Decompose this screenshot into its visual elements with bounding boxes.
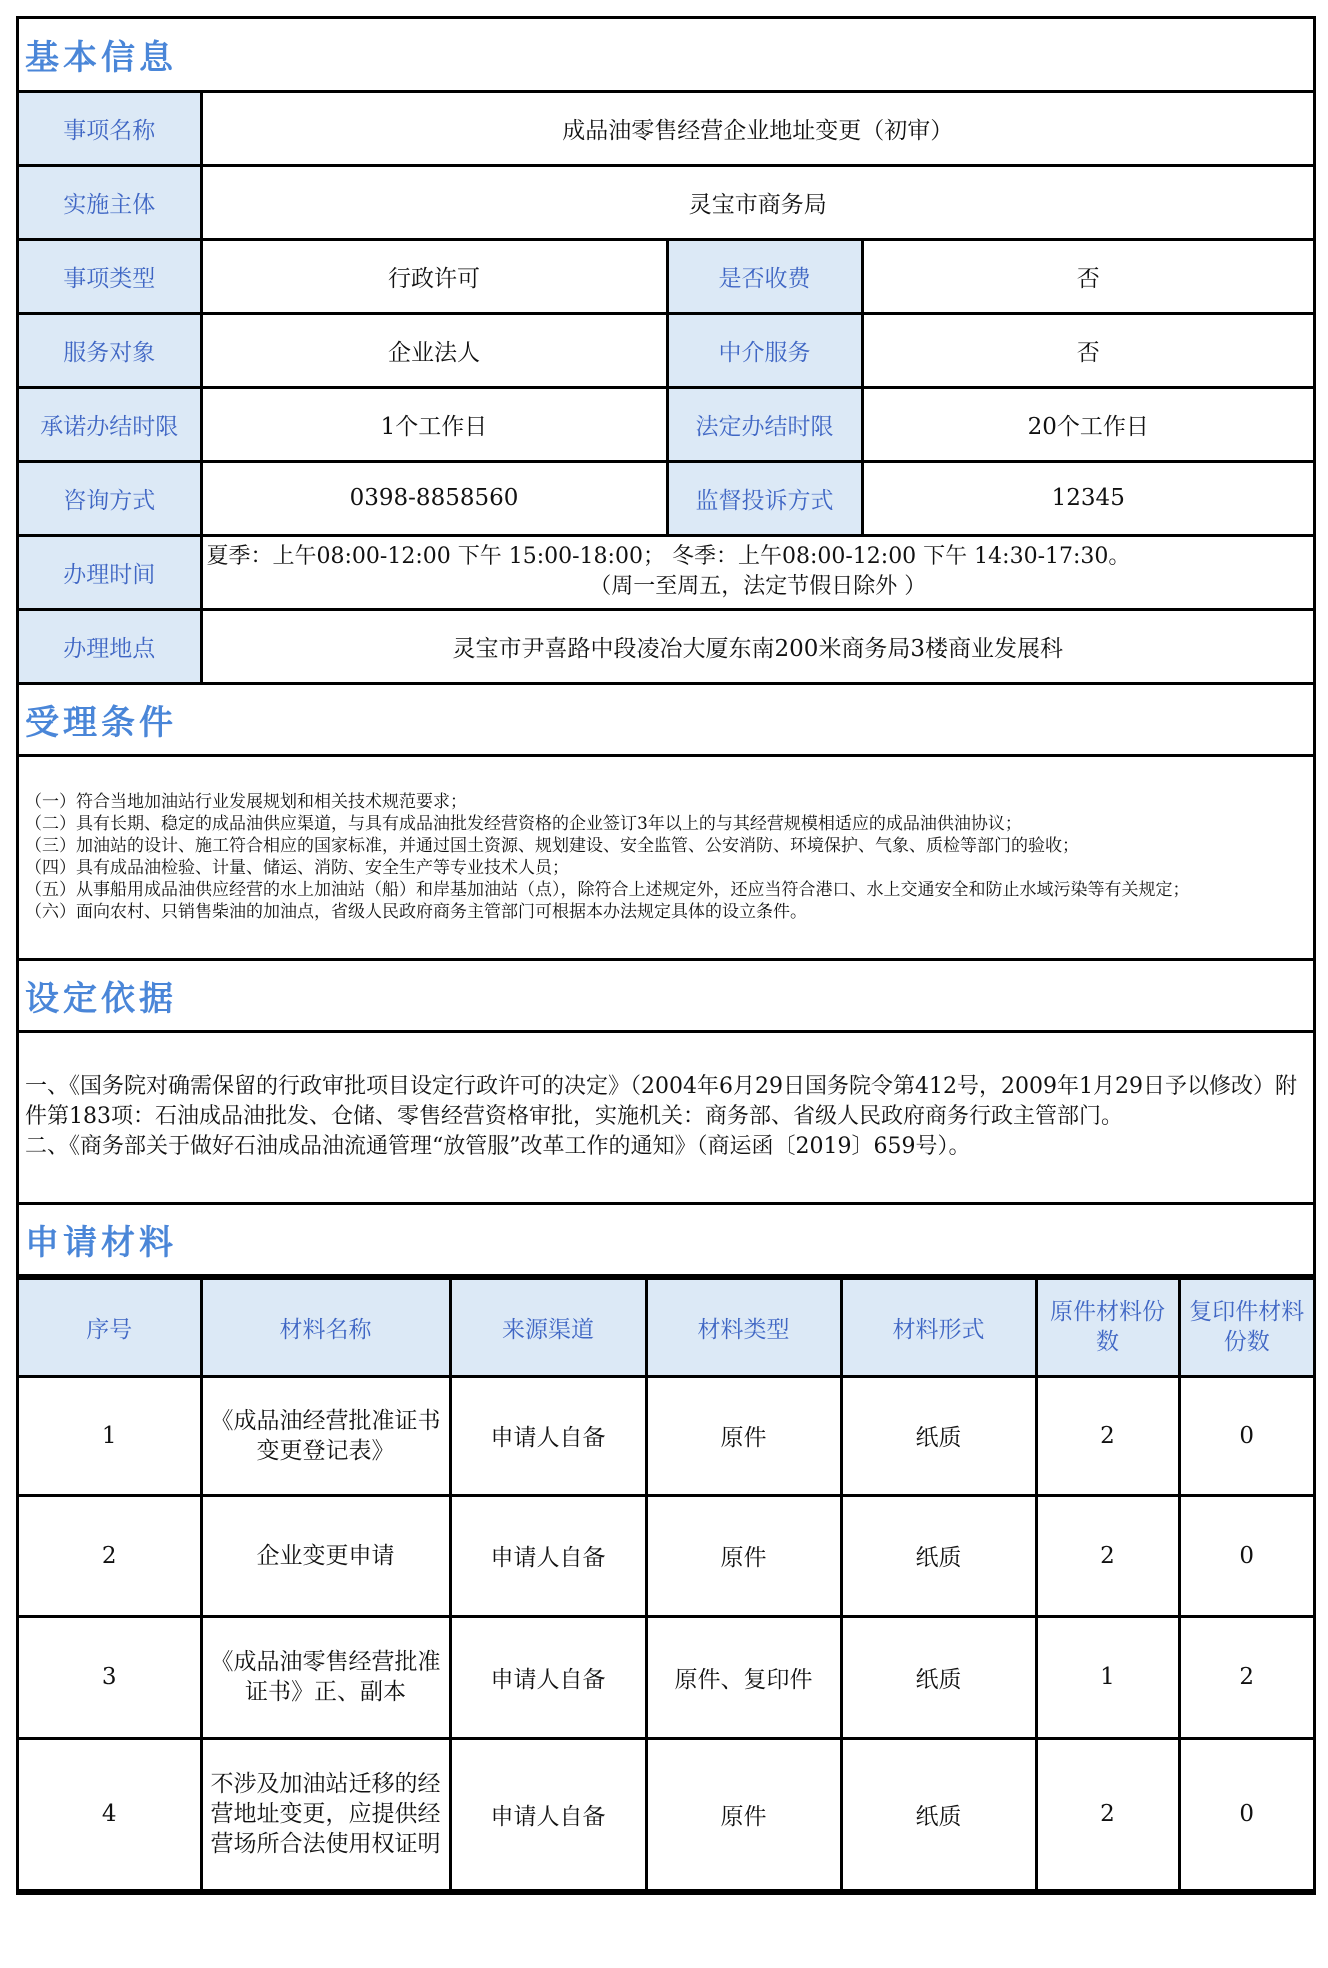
consult-label: 咨询方式 <box>19 461 201 535</box>
conditions-text <box>19 755 1313 959</box>
hours-line-1: 夏季：上午08:00-12:00 下午 15:00-18:00； 冬季：上午08:00-12:00 下午 14:30-17:30。 <box>206 544 1131 569</box>
complaint-label: 监督投诉方式 <box>667 461 862 535</box>
place-label: 办理地点 <box>19 609 201 683</box>
agency-label: 中介服务 <box>667 313 862 387</box>
complaint-value: 12345 <box>862 461 1313 535</box>
hours-value <box>201 535 1313 609</box>
condition-line: （五）从事船用成品油供应经营的水上加油站（船）和岸基加油站（点），除符合上述规定外，还应当符合港口、水上交通安全和防止水域污染等有关规定； <box>25 880 1190 900</box>
subject-label: 实施主体 <box>19 165 201 239</box>
subject-value: 灵宝市商务局 <box>201 165 1313 239</box>
service-guide-sheet <box>16 16 1316 1895</box>
material-cell: 企业变更申请 <box>201 1495 450 1616</box>
materials-header-cell: 序号 <box>19 1278 201 1376</box>
material-cell: 1 <box>1036 1616 1179 1738</box>
fee-label: 是否收费 <box>667 239 862 313</box>
type-label: 事项类型 <box>19 239 201 313</box>
material-cell: 2 <box>1036 1376 1179 1495</box>
promise-label: 承诺办结时限 <box>19 387 201 461</box>
item-name-value: 成品油零售经营企业地址变更（初审） <box>201 91 1313 165</box>
material-cell: 1 <box>19 1376 201 1495</box>
materials-header-cell: 材料名称 <box>201 1278 450 1376</box>
material-cell: 2 <box>19 1495 201 1616</box>
condition-line: （三）加油站的设计、施工符合相应的国家标准，并通过国土资源、规划建设、安全监管、公安消防、环境保护、气象、质检等部门的验收； <box>25 836 1079 856</box>
table-row <box>19 1495 1313 1616</box>
material-cell: 纸质 <box>841 1495 1036 1616</box>
table-row <box>19 1738 1313 1890</box>
material-cell: 申请人自备 <box>450 1495 646 1616</box>
material-cell: 0 <box>1179 1738 1313 1890</box>
materials-header-cell: 原件材料份数 <box>1036 1278 1179 1376</box>
materials-header-cell: 材料类型 <box>646 1278 841 1376</box>
material-cell: 申请人自备 <box>450 1616 646 1738</box>
place-value: 灵宝市尹喜路中段凌冶大厦东南200米商务局3楼商业发展科 <box>201 609 1313 683</box>
condition-line: （六）面向农村、只销售柴油的加油点，省级人民政府商务主管部门可根据本办法规定具体的设立条件。 <box>25 902 807 922</box>
condition-line: （一）符合当地加油站行业发展规划和相关技术规范要求； <box>25 792 467 812</box>
table-row <box>19 1616 1313 1738</box>
section-title-basic: 基本信息 <box>19 19 1313 91</box>
material-cell: 2 <box>1179 1616 1313 1738</box>
material-cell: 申请人自备 <box>450 1738 646 1890</box>
material-cell: 《成品油零售经营批准证书》正、副本 <box>201 1616 450 1738</box>
material-cell: 0 <box>1179 1495 1313 1616</box>
basis-text <box>19 1031 1313 1203</box>
section-title-basis: 设定依据 <box>19 959 1313 1031</box>
material-cell: 纸质 <box>841 1376 1036 1495</box>
material-cell: 0 <box>1179 1376 1313 1495</box>
fee-value: 否 <box>862 239 1313 313</box>
material-cell: 纸质 <box>841 1616 1036 1738</box>
basis-line: 一、《国务院对确需保留的行政审批项目设定行政许可的决定》（2004年6月29日国务院令第412号，2009年1月29日予以修改）附件第183项：石油成品油批发、仓储、零售经营资格审批，实施机关：商务部、省级人民政府商务行政主管部门。 <box>25 1074 1297 1129</box>
material-cell: 原件 <box>646 1738 841 1890</box>
materials-header-cell: 复印件材料份数 <box>1179 1278 1313 1376</box>
materials-header-cell: 材料形式 <box>841 1278 1036 1376</box>
section-title-conditions: 受理条件 <box>19 683 1313 755</box>
legal-value: 20个工作日 <box>862 387 1313 461</box>
agency-value: 否 <box>862 313 1313 387</box>
material-cell: 2 <box>1036 1738 1179 1890</box>
hours-line-2: （周一至周五，法定节假日除外 ） <box>589 574 927 599</box>
material-cell: 原件 <box>646 1376 841 1495</box>
material-cell: 原件 <box>646 1495 841 1616</box>
materials-header-cell: 来源渠道 <box>450 1278 646 1376</box>
target-value: 企业法人 <box>201 313 667 387</box>
basis-line: 二、《商务部关于做好石油成品油流通管理“放管服”改革工作的通知》（商运函〔2019〕659号）。 <box>25 1134 971 1159</box>
materials-table <box>19 1277 1313 1892</box>
section-title-materials: 申请材料 <box>19 1203 1313 1275</box>
legal-label: 法定办结时限 <box>667 387 862 461</box>
material-cell: 2 <box>1036 1495 1179 1616</box>
target-label: 服务对象 <box>19 313 201 387</box>
material-cell: 原件、复印件 <box>646 1616 841 1738</box>
promise-value: 1个工作日 <box>201 387 667 461</box>
material-cell: 纸质 <box>841 1738 1036 1890</box>
condition-line: （二）具有长期、稳定的成品油供应渠道，与具有成品油批发经营资格的企业签订3年以上的与其经营规模相适应的成品油供油协议； <box>25 814 1022 834</box>
hours-label: 办理时间 <box>19 535 201 609</box>
material-cell: 申请人自备 <box>450 1376 646 1495</box>
material-cell: 《成品油经营批准证书变更登记表》 <box>201 1376 450 1495</box>
table-row <box>19 1376 1313 1495</box>
type-value: 行政许可 <box>201 239 667 313</box>
material-cell: 3 <box>19 1616 201 1738</box>
material-cell: 不涉及加油站迁移的经营地址变更，应提供经营场所合法使用权证明 <box>201 1738 450 1890</box>
basic-info-table <box>19 19 1313 1277</box>
consult-value: 0398-8858560 <box>201 461 667 535</box>
item-name-label: 事项名称 <box>19 91 201 165</box>
material-cell: 4 <box>19 1738 201 1890</box>
condition-line: （四）具有成品油检验、计量、储运、消防、安全生产等专业技术人员； <box>25 858 569 878</box>
